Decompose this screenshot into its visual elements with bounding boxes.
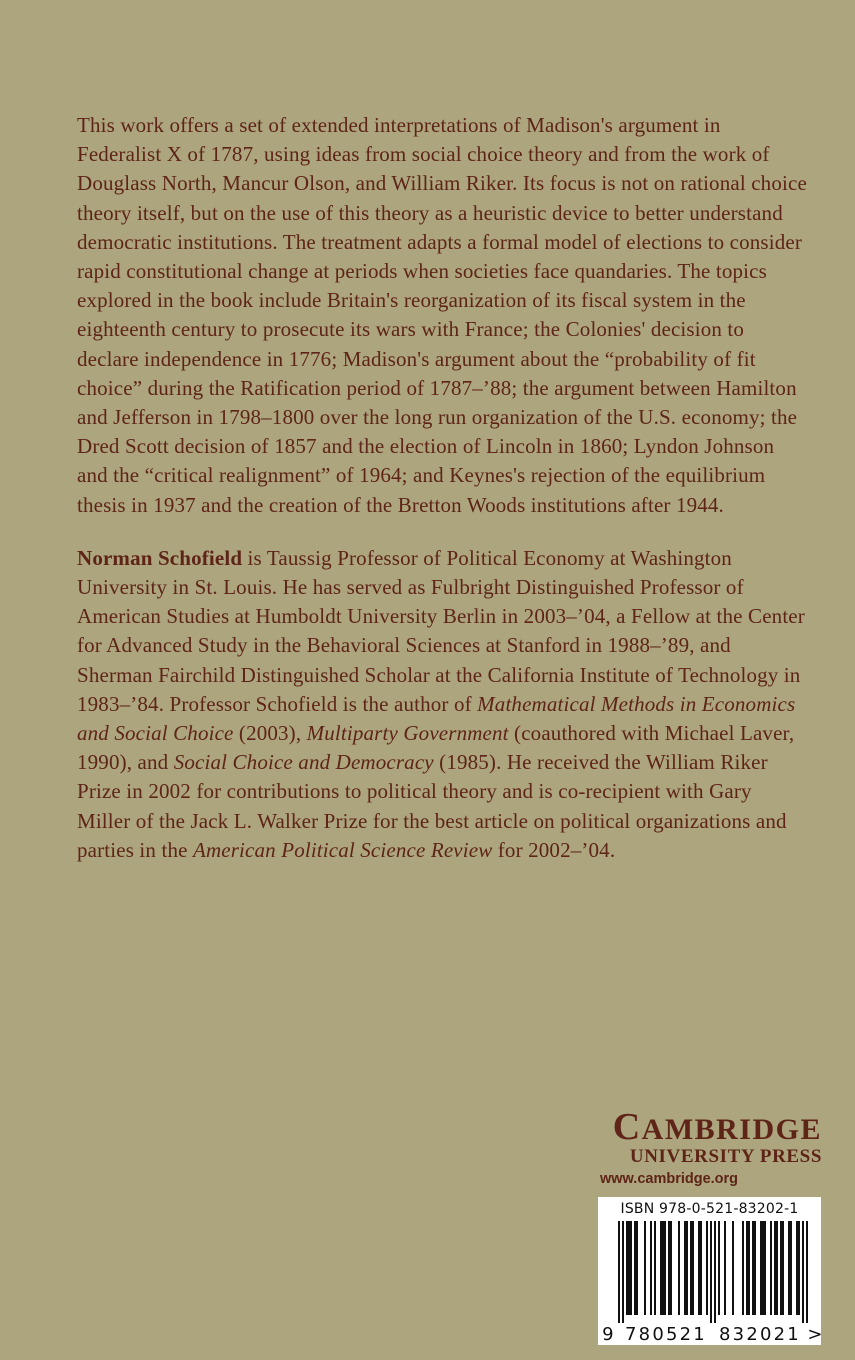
barcode-bar [732,1221,734,1315]
barcode-bar [742,1221,744,1315]
author-name: Norman Schofield [77,545,243,570]
ean-end-marker: > [807,1324,825,1345]
ean-right-digits: 832021 [719,1324,801,1345]
barcode-bar [764,1221,766,1315]
book-title: Mathematical Methods in Economics and Social Choice [77,691,796,746]
barcode-bar [798,1221,800,1315]
barcode-bar [802,1221,804,1323]
barcode-bar [650,1221,652,1315]
author-bio-text: (1985). He received the William Riker Prize in 2002 for contributions to political theory and is co-recipient with Gary Miller of the Jack L. Walker Prize for the best article on political organizations and parties in the [77,750,787,862]
barcode-bar [762,1221,764,1315]
barcode-bar [748,1221,750,1315]
barcode-bar [622,1221,624,1323]
barcode-bar [626,1221,628,1315]
barcode-bar [692,1221,694,1315]
barcode-bar [796,1221,798,1315]
barcode-bar [700,1221,702,1315]
barcode-bar [780,1221,782,1315]
barcode-bar [710,1221,712,1323]
author-bio-text: is Taussig Professor of Political Economy at Washington University in St. Louis. He has served as Fulbright Distinguished Professor of American Studies at Humboldt University Berlin in 2003–’04, a Fellow at the Center for Advanced Study in the Behavioral Sciences at Stanford in 1988–’89, and Sherman Fairchild Distinguished Scholar at the California Institute of Technology in 1983–’84. Professor Schofield is the author of [77,545,805,716]
publisher-url: www.cambridge.org [600,1171,739,1187]
book-title: Multiparty Government [306,721,509,746]
publisher-subtitle: UNIVERSITY PRESS [629,1146,822,1167]
barcode-bar [752,1221,754,1315]
barcode-bar [788,1221,790,1315]
author-bio [77,544,807,865]
barcode-bar [746,1221,748,1315]
publisher-name [596,1106,822,1148]
barcode-bar [678,1221,680,1315]
ean-left-digits: 780521 [625,1324,707,1345]
barcode-bar [790,1221,792,1315]
barcode-bar [636,1221,638,1315]
barcode-bar [774,1221,776,1315]
barcode-bar [668,1221,670,1315]
barcode-bar [654,1221,656,1315]
ean-prefix-digit: 9 [602,1324,616,1345]
barcode-bar [662,1221,664,1315]
author-bio-text: for 2002–’04. [492,837,616,862]
barcode-bar [628,1221,630,1315]
barcode-bar [618,1221,620,1323]
isbn-barcode [598,1197,825,1345]
barcode-bar [760,1221,762,1315]
blurb [77,111,807,865]
barcode-bar [686,1221,688,1315]
barcode-bar [714,1221,716,1323]
barcode-bar [718,1221,720,1315]
isbn-label: ISBN 978-0-521-83202-1 [620,1201,799,1217]
barcode-bar [660,1221,662,1315]
barcode-bar [644,1221,646,1315]
book-title: Social Choice and Democracy [173,750,434,775]
journal-title: American Political Science Review [192,837,493,862]
barcode-bar [630,1221,632,1315]
barcode-bar [754,1221,756,1315]
barcode-bar [670,1221,672,1315]
publisher-name-initial: C [612,1106,642,1148]
barcode-bar [684,1221,686,1315]
barcode-bar [806,1221,808,1323]
author-bio-text: (2003), [233,721,307,746]
publisher-logo [596,1106,822,1191]
barcode-bars [598,1197,825,1345]
barcode-bar [690,1221,692,1315]
barcode-bar [698,1221,700,1315]
barcode-bar [706,1221,708,1315]
barcode-bar [770,1221,772,1315]
blurb-paragraph: This work offers a set of extended interpretations of Madison's argument in Federalist X of 1787, using ideas from social choice theory and from the work of Douglass North, Mancur Olson, and William Riker. Its focus is not on rational choice theory itself, but on the use of this theory as a heuristic device to better understand democratic institutions. The treatment adapts a formal model of elections to consider rapid constitutional change at periods when societies face quandaries. The topics explored in the book include Britain's reorganization of its fiscal system in the eighteenth century to prosecute its wars with France; the Colonies' decision to declare independence in 1776; Madison's argument about the “probability of fit choice” during the Ratification period of 1787–’88; the argument between Hamilton and Jefferson in 1798–1800 over the long run organization of the U.S. economy; the Dred Scott decision of 1857 and the election of Lincoln in 1860; Lyndon Johnson and the “critical realignment” of 1964; and Keynes's rejection of the equilibrium thesis in 1937 and the creation of the Bretton Woods institutions after 1944. [77,113,807,517]
barcode-bar [664,1221,666,1315]
barcode-bar [724,1221,726,1315]
barcode-bar [776,1221,778,1315]
barcode-bar [782,1221,784,1315]
barcode-bar [634,1221,636,1315]
author-bio-text: (coauthored with Michael Laver, 1990), and [77,721,795,775]
publisher-name-rest: AMBRIDGE [641,1113,822,1146]
